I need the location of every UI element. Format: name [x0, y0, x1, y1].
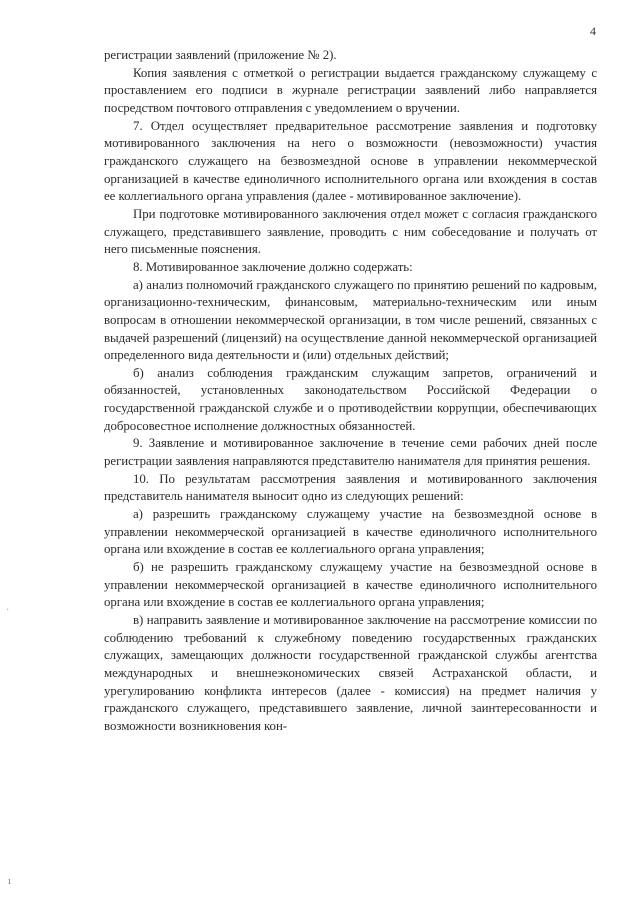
- paragraph-continuation: регистрации заявлений (приложение № 2).: [104, 48, 337, 62]
- paragraph-item-10: 10. По результатам рассмотрения заявления и мотивированного заключения представитель нанимателя выносит одно из следующих решений:: [104, 471, 597, 504]
- page-number: 4: [590, 24, 596, 38]
- document-body: [104, 47, 597, 736]
- paragraph-item-10a: а) разрешить гражданскому служащему участие на безвозмездной основе в управлении некоммерческой организацией в качестве единоличного исполнительного органа или вхождение в состав ее коллегиального органа управления;: [104, 507, 597, 557]
- scan-mark-left: ʿ: [6, 608, 10, 619]
- paragraph-item-8: 8. Мотивированное заключение должно содержать:: [133, 259, 413, 274]
- paragraph-item-10v: в) направить заявление и мотивированное заключение на рассмотрение комиссии по соблюдению требований к служебному поведению государственных гражданских служащих, замещающих должности государственной гражданской службы агентства международных и внешнеэкономических связей Астраханской области, и урегулированию конфликта интересов (далее - комиссия) на предмет наличия у гражданского служащего, представившего заявление, личной заинтересованности и возможности возникновения кон-: [104, 613, 597, 733]
- paragraph-item-9: 9. Заявление и мотивированное заключение в течение семи рабочих дней после регистрации заявления направляются представителю нанимателя для принятия решения.: [104, 436, 597, 469]
- paragraph-item-8b: б) анализ соблюдения гражданским служащим запретов, ограничений и обязанностей, установленных законодательством Российской Федерации о государственной гражданской службе и о противодействии коррупции, обеспечивающих добросовестное исполнение должностных обязанностей.: [104, 365, 597, 433]
- paragraph-item-10b: б) не разрешить гражданскому служащему участие на безвозмездной основе в управлении некоммерческой организацией в качестве единоличного исполнительного органа или вхождение в состав ее коллегиального органа управления;: [104, 560, 597, 610]
- scan-mark-bottom: ı: [8, 876, 11, 887]
- paragraph-item-7: 7. Отдел осуществляет предварительное рассмотрение заявления и подготовку мотивированного заключения на него о возможности (невозможности) участия гражданского служащего на безвозмездной основе в управлении некоммерческой организацией в качестве единоличного исполнительного органа или вхождения в состав ее коллегиального органа управления (далее - мотивированное заключение).: [104, 118, 597, 204]
- paragraph-copy-of-application: Копия заявления с отметкой о регистрации выдается гражданскому служащему с проставлением его подписи в журнале регистрации заявлений либо направляется посредством почтового отправления с уведомлением о вручении.: [104, 65, 597, 115]
- paragraph-preparation: При подготовке мотивированного заключения отдел может с согласия гражданского служащего, представившего заявление, проводить с ним собеседование и получать от него письменные пояснения.: [104, 206, 597, 257]
- paragraph-item-8a: а) анализ полномочий гражданского служащего по принятию решений по кадровым, организационно-техническим, финансовым, материально-техническим или иным вопросам в отношении некоммерческой организации, в том числе решений, связанных с выдачей разрешений (лицензий) на осуществление данной некоммерческой организацией определенного вида деятельности и (или) отдельных действий;: [104, 277, 597, 363]
